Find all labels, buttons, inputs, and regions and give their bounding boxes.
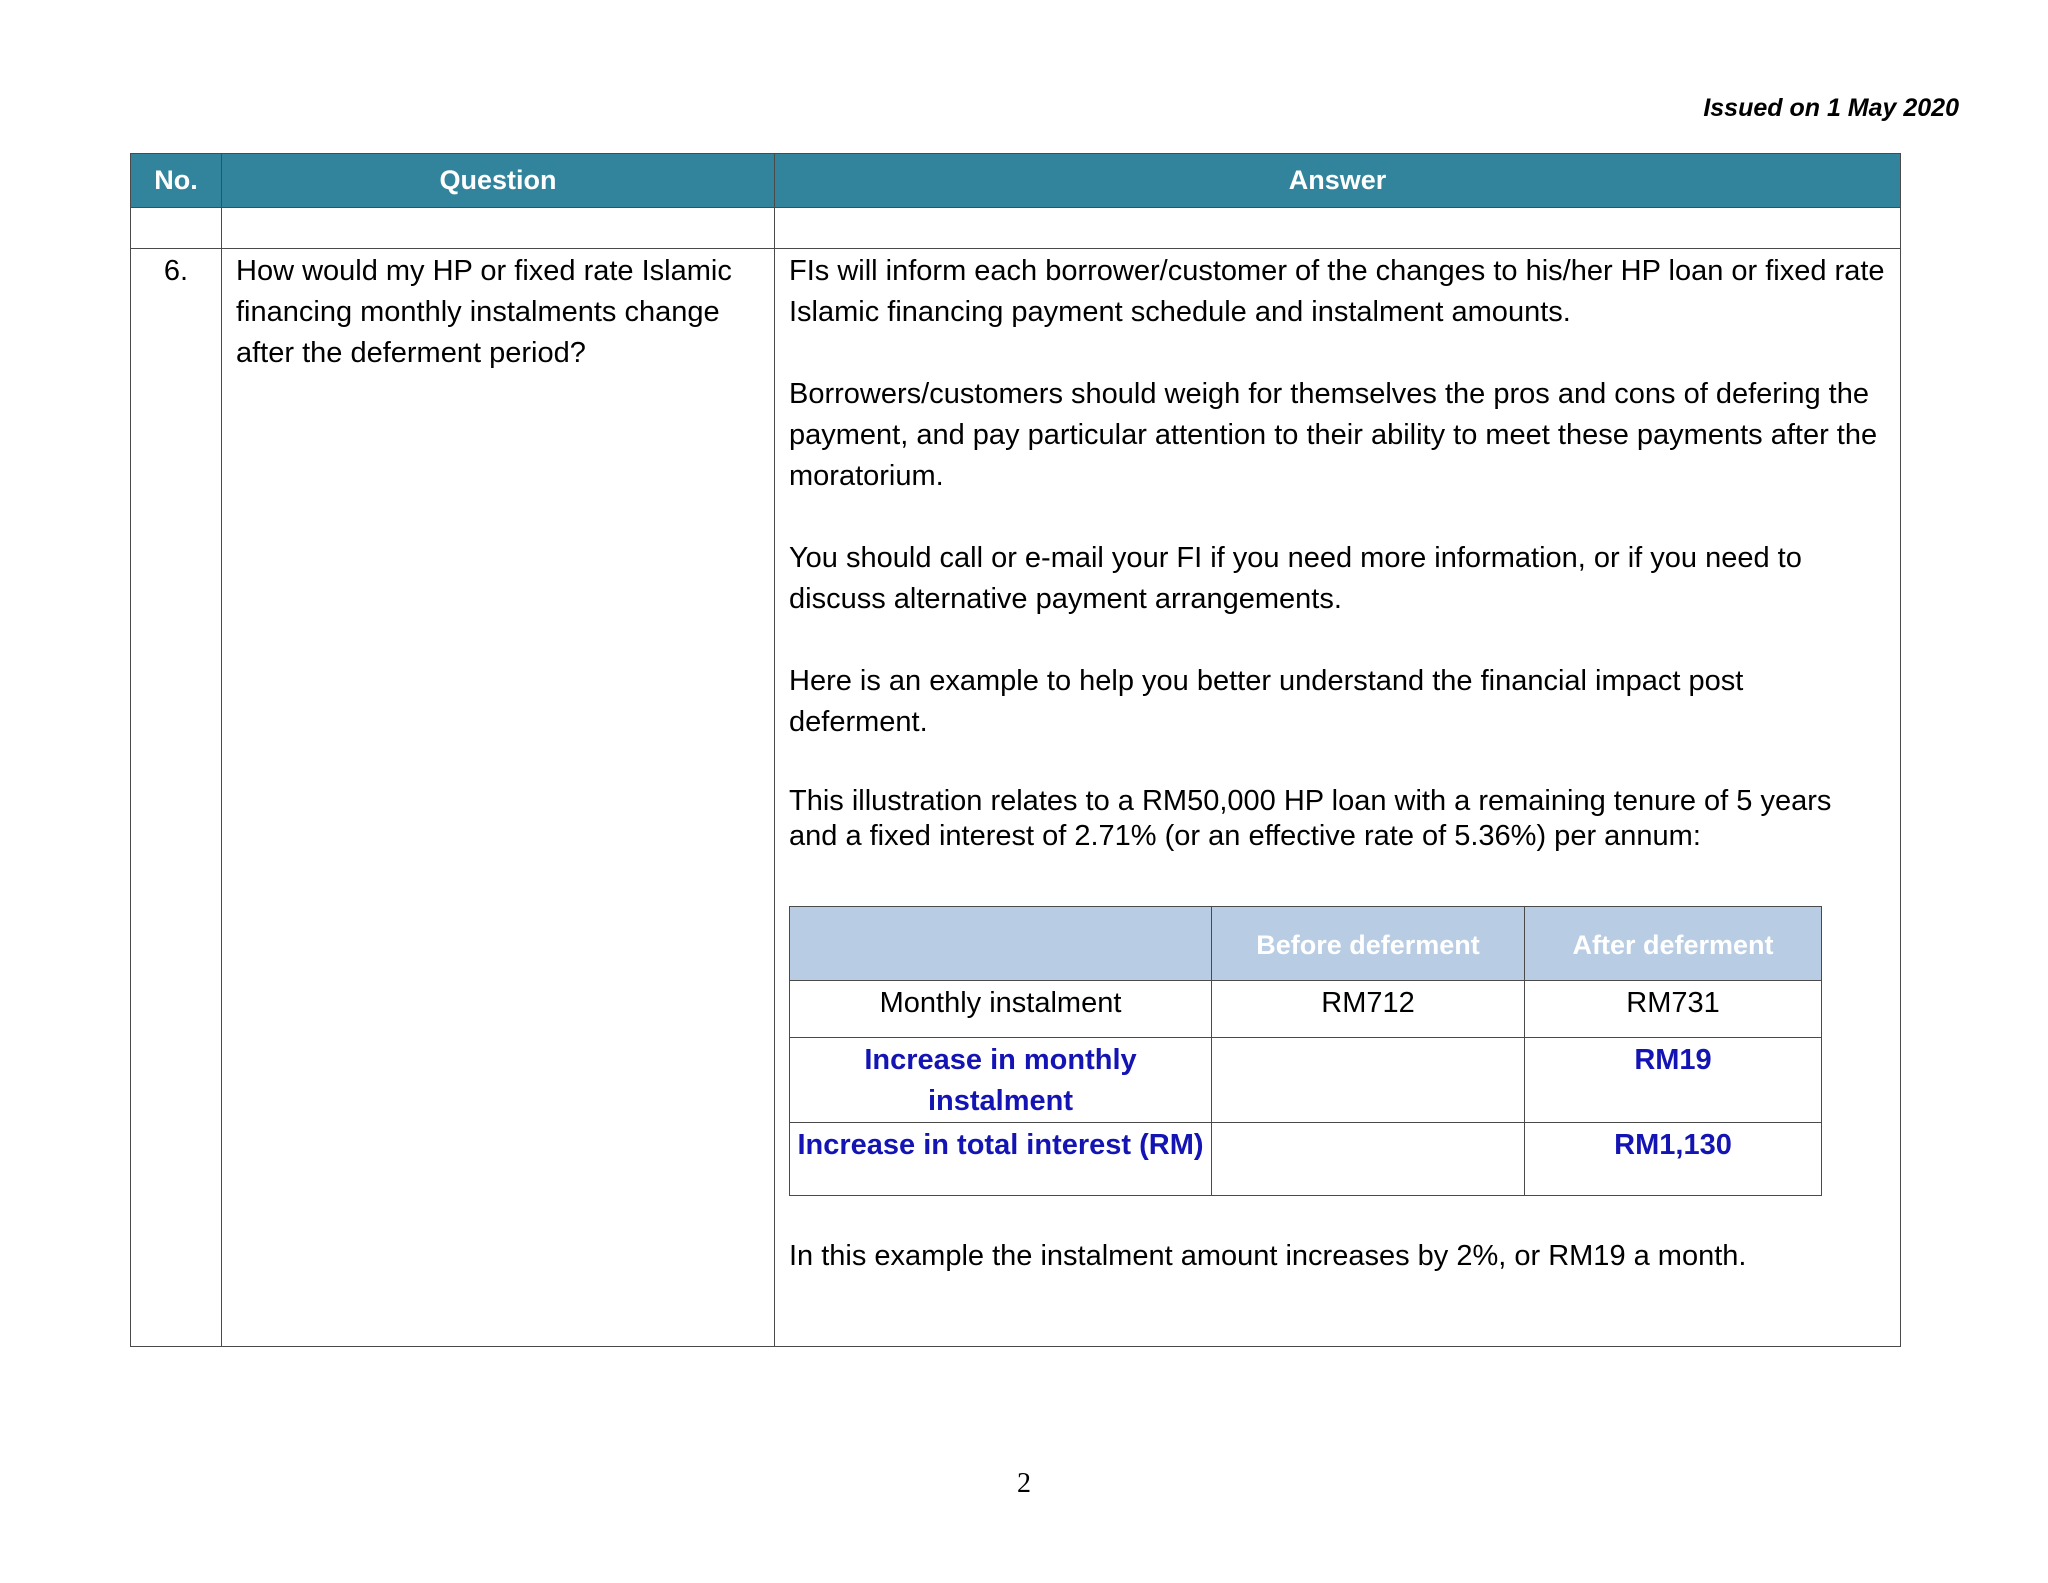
answer-paragraph: This illustration relates to a RM50,000 HP loan with a remaining tenure of 5 years and a fixed interest of 2.71% (or an effective rate of 5.36%) per annum: bbox=[789, 785, 1832, 852]
example-row-label: Increase in monthly instalment bbox=[790, 1038, 1212, 1123]
example-before-value bbox=[1212, 1038, 1525, 1123]
faq-table bbox=[130, 153, 1901, 1347]
example-after-value: RM1,130 bbox=[1525, 1123, 1822, 1196]
faq-row bbox=[131, 249, 1901, 1347]
example-row-label: Increase in total interest (RM) bbox=[790, 1123, 1212, 1196]
example-before-value bbox=[1212, 1123, 1525, 1196]
answer-paragraph: Here is an example to help you better understand the financial impact post deferment. bbox=[789, 665, 1744, 738]
example-header-empty bbox=[790, 907, 1212, 981]
example-row-monthly-instalment bbox=[790, 981, 1822, 1038]
issued-date: Issued on 1 May 2020 bbox=[1703, 94, 1959, 122]
page-number: 2 bbox=[1017, 1468, 1031, 1499]
answer-paragraph: Borrowers/customers should weigh for themselves the pros and cons of defering the payment, and pay particular attention to their ability to meet these payments after the moratorium. bbox=[789, 378, 1878, 492]
example-table bbox=[789, 906, 1822, 1196]
header-answer: Answer bbox=[775, 154, 1901, 208]
question-text: How would my HP or fixed rate Islamic financing monthly instalments change after the deferment period? bbox=[222, 249, 775, 1347]
empty-cell bbox=[775, 208, 1901, 249]
example-row-increase-monthly bbox=[790, 1038, 1822, 1123]
answer-paragraph: FIs will inform each borrower/customer of the changes to his/her HP loan or fixed rate Islamic financing payment schedule and instalment amounts. bbox=[789, 255, 1885, 328]
answer-paragraph: You should call or e-mail your FI if you need more information, or if you need to discuss alternative payment arrangements. bbox=[789, 542, 1802, 615]
empty-cell bbox=[222, 208, 775, 249]
example-row-label: Monthly instalment bbox=[790, 981, 1212, 1038]
example-row-increase-interest bbox=[790, 1123, 1822, 1196]
answer-conclusion: In this example the instalment amount increases by 2%, or RM19 a month. bbox=[789, 1240, 1747, 1272]
header-question: Question bbox=[222, 154, 775, 208]
example-before-value: RM712 bbox=[1212, 981, 1525, 1038]
example-after-value: RM731 bbox=[1525, 981, 1822, 1038]
header-no: No. bbox=[131, 154, 222, 208]
example-after-value: RM19 bbox=[1525, 1038, 1822, 1123]
question-number: 6. bbox=[131, 249, 222, 1347]
answer-cell bbox=[775, 249, 1901, 1347]
example-header-row bbox=[790, 907, 1822, 981]
empty-cell bbox=[131, 208, 222, 249]
faq-header-row bbox=[131, 154, 1901, 208]
empty-row bbox=[131, 208, 1901, 249]
example-header-after: After deferment bbox=[1525, 907, 1822, 981]
example-header-before: Before deferment bbox=[1212, 907, 1525, 981]
